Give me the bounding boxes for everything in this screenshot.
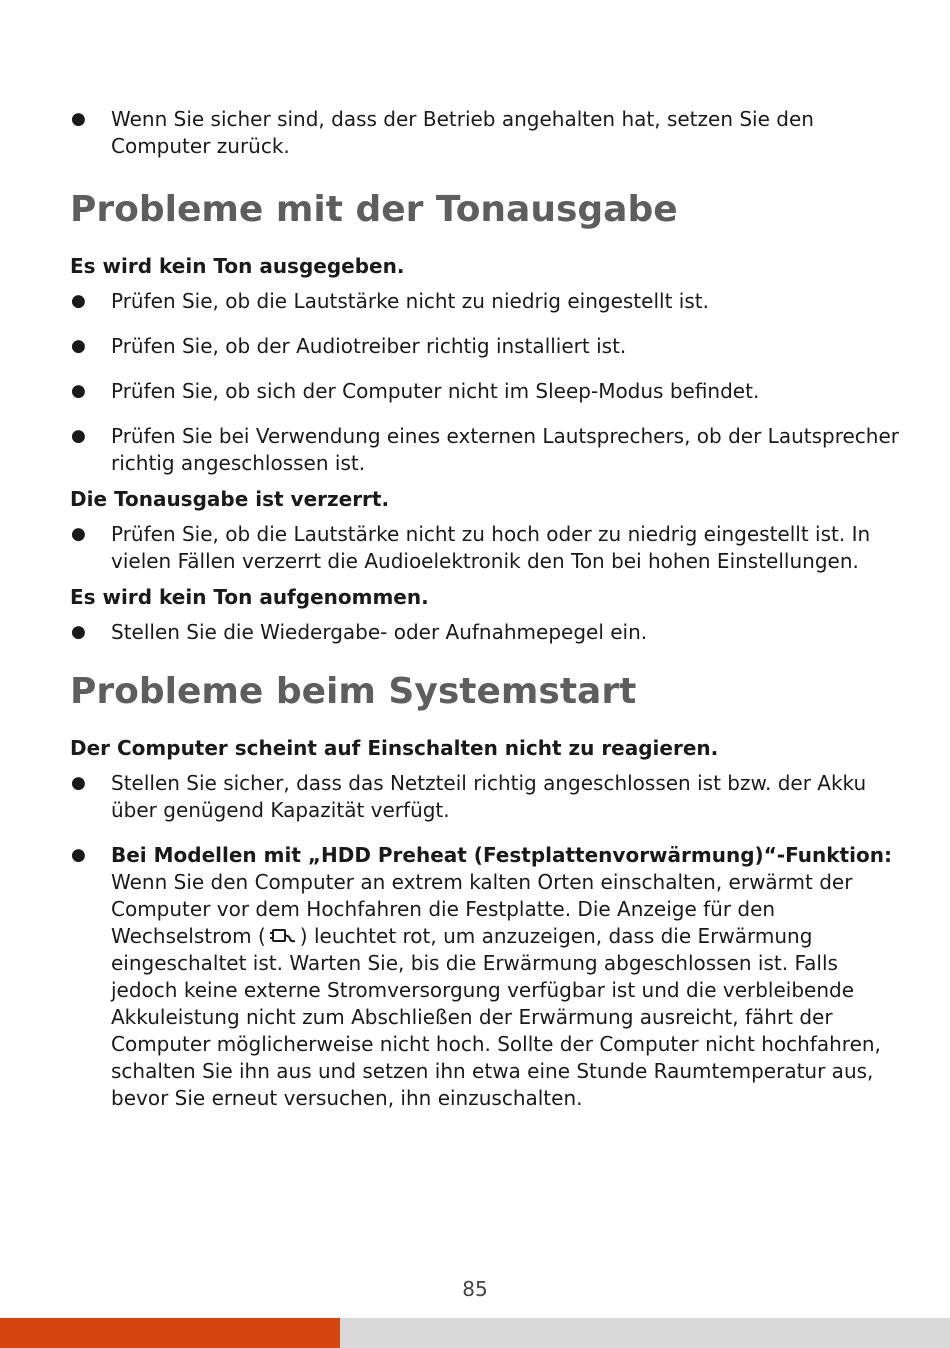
startup-list xyxy=(70,770,900,1112)
list-item-text: Prüfen Sie bei Verwendung eines externen Lautsprechers, ob der Lautsprecher richtig angeschlossen ist. xyxy=(111,424,899,475)
footer-gray-bar xyxy=(340,1318,950,1348)
ac-power-icon xyxy=(268,925,298,943)
list-item-text: Prüfen Sie, ob der Audiotreiber richtig installiert ist. xyxy=(111,334,627,358)
list-item xyxy=(70,770,900,824)
bullet-icon: ● xyxy=(71,773,86,793)
bullet-icon: ● xyxy=(71,622,86,642)
bullet-icon: ● xyxy=(71,291,86,311)
no-sound-list xyxy=(70,288,900,477)
subheading-distorted: Die Tonausgabe ist verzerrt. xyxy=(70,487,390,511)
list-item-text: Stellen Sie die Wiedergabe- oder Aufnahmepegel ein. xyxy=(111,620,648,644)
list-item xyxy=(70,378,900,405)
section-title-sound: Probleme mit der Tonausgabe xyxy=(70,189,678,230)
bullet-icon: ● xyxy=(71,426,86,446)
subheading-no-power: Der Computer scheint auf Einschalten nicht zu reagieren. xyxy=(70,736,719,760)
page-number: 85 xyxy=(462,1277,488,1301)
list-item xyxy=(70,288,900,315)
bullet-icon: ● xyxy=(71,845,86,865)
footer-accent-bar xyxy=(0,1318,340,1348)
subheading-no-recording: Es wird kein Ton aufgenommen. xyxy=(70,585,429,609)
hdd-preheat-text-end: ) leuchtet rot, um anzuzeigen, dass die Erwärmung eingeschaltet ist. Warten Sie, bis die Erwärmung abgeschlossen ist. Falls jedoch keine externe Stromversorgung verfügbar ist und die verbleibende Akkuleistung nicht zum Abschließen der Erwärmung ausreicht, fährt der Computer möglicherweise nicht hoch. Sollte der Computer nicht hochfahren, schalten Sie ihn aus und setzen ihn etwa eine Stunde Raumtemperatur aus, bevor Sie erneut versuchen, ihn einzuschalten. xyxy=(111,924,881,1110)
no-recording-list xyxy=(70,619,900,646)
bullet-icon: ● xyxy=(71,524,86,544)
list-item xyxy=(70,106,900,160)
bullet-icon: ● xyxy=(71,109,86,129)
list-item-text: Prüfen Sie, ob die Lautstärke nicht zu hoch oder zu niedrig eingestellt ist. In vielen Fällen verzerrt die Audioelektronik den Ton bei hohen Einstellungen. xyxy=(111,522,871,573)
list-item-text: Prüfen Sie, ob die Lautstärke nicht zu niedrig eingestellt ist. xyxy=(111,289,709,313)
intro-bullet-text: Wenn Sie sicher sind, dass der Betrieb angehalten hat, setzen Sie den Computer zurück. xyxy=(111,107,814,158)
intro-list xyxy=(70,106,900,160)
bullet-icon: ● xyxy=(71,381,86,401)
list-item xyxy=(70,842,900,1112)
list-item xyxy=(70,521,900,575)
hdd-preheat-label: Bei Modellen mit „HDD Preheat (Festplattenvorwärmung)“-Funktion: xyxy=(111,843,892,867)
hdd-preheat-text-start: Wenn Sie den Computer an extrem kalten Orten einschalten, erwärmt der Computer vor dem Hochfahren die Festplatte. Die Anzeige für den Wechselstrom ( xyxy=(111,870,853,948)
list-item xyxy=(70,423,900,477)
list-item xyxy=(70,619,900,646)
section-title-startup: Probleme beim Systemstart xyxy=(70,671,637,712)
subheading-no-sound: Es wird kein Ton ausgegeben. xyxy=(70,254,405,278)
list-item xyxy=(70,333,900,360)
bullet-icon: ● xyxy=(71,336,86,356)
page-content xyxy=(70,106,900,1130)
footer-bar xyxy=(0,1318,950,1348)
distorted-list xyxy=(70,521,900,575)
list-item-text: Prüfen Sie, ob sich der Computer nicht im Sleep-Modus befindet. xyxy=(111,379,760,403)
list-item-text: Stellen Sie sicher, dass das Netzteil richtig angeschlossen ist bzw. der Akku über genügend Kapazität verfügt. xyxy=(111,771,867,822)
